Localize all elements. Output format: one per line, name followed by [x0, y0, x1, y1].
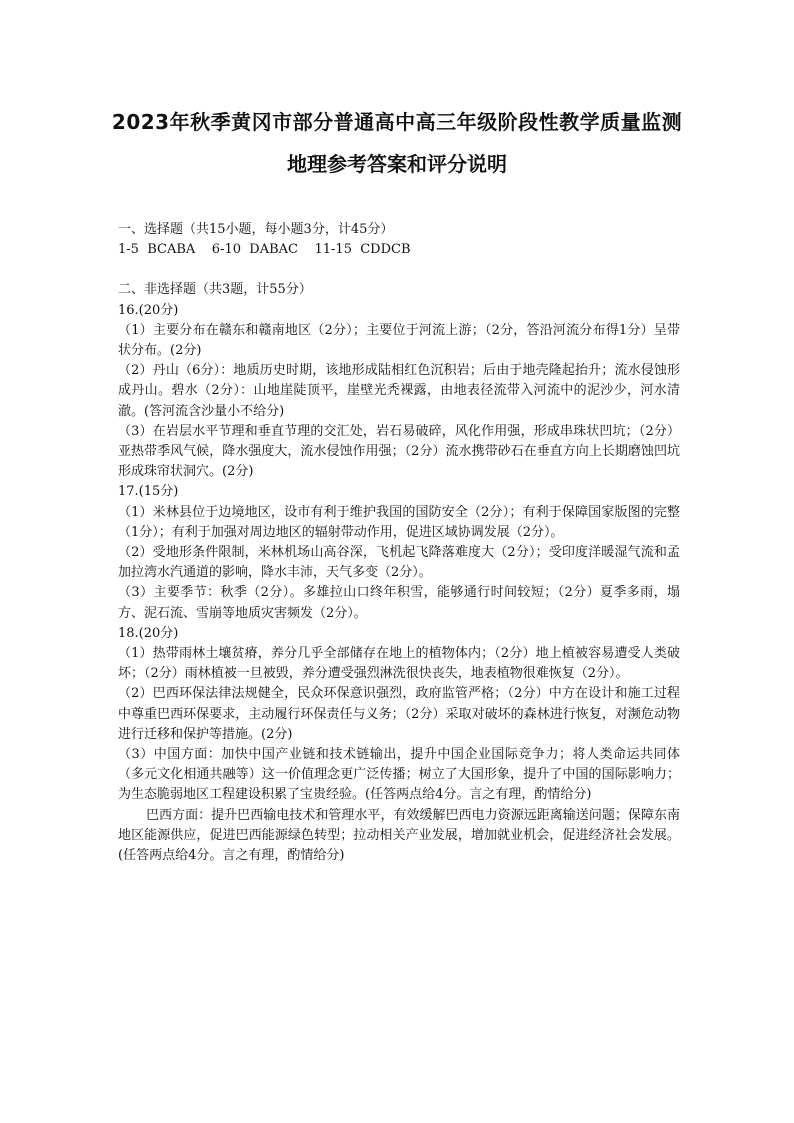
q17-part2: （2）受地形条件限制，米林机场山高谷深，飞机起飞降落难度大（2分）；受印度洋暖湿气流和孟加拉湾水汽通道的影响，降水丰沛，天气多变（2分）。: [118, 545, 680, 581]
section2-heading: 二、非选择题（共3题，计55分）: [118, 282, 312, 298]
q16-label: 16.(20分): [118, 302, 179, 318]
q18-part1: （1）热带雨林土壤贫瘠，养分几乎全部储存在地上的植物体内；（2分）地上植被容易遭受人类破坏；（2分）雨林植被一旦被毁，养分遭受强烈淋洗很快丧失，地表植物很难恢复（2分）。: [118, 646, 680, 682]
document-subtitle: 地理参考答案和评分说明: [287, 152, 507, 176]
section1-heading: 一、选择题（共15小题，每小题3分，计45分）: [118, 222, 394, 237]
q17-label: 17.(15分): [118, 484, 179, 500]
q18-label: 18.(20分): [118, 625, 179, 641]
multiple-choice-answers: 1-5 BCABA 6-10 DABAC 11-15 CDDCB: [118, 242, 411, 258]
q17-part3: （3）主要季节：秋季（2分）。多雄拉山口终年积雪，能够通行时间较短；（2分）夏季多雨，塌方、泥石流、雪崩等地质灾害频发（2分）。: [118, 585, 680, 621]
q18-part3-brazil: 巴西方面：提升巴西输电技术和管理水平，有效缓解巴西电力资源远距离输送问题；保障东南地区能源供应，促进巴西能源绿色转型；拉动相关产业发展，增加就业机会，促进经济社会发展。(任答两点给4分。言之有理，酌情给分): [118, 807, 680, 864]
spacer: [118, 260, 680, 280]
q17-part1: （1）米林县位于边境地区，设市有利于维护我国的国防安全（2分）；有利于保障国家版图的完整（1分）；有利于加强对周边地区的辐射带动作用，促进区域协调发展（2分）。: [118, 504, 680, 540]
q18-part2: （2）巴西环保法律法规健全，民众环保意识强烈，政府监管严格；（2分）中方在设计和施工过程中尊重巴西环保要求，主动履行环保责任与义务；（2分）采取对破坏的森林进行恢复，对濒危动物进行迁移和保护等措施。(2分): [118, 686, 680, 742]
q16-part2: （2）丹山（6分）：地质历史时期，该地形成陆相红色沉积岩；后由于地壳隆起抬升；流水侵蚀形成丹山。碧水（2分）：山地崖陡顶平，崖壁光秃裸露，由地表径流带入河流中的泥沙少，河水清澈。(答河流含沙量小不给分): [118, 363, 680, 419]
q18-part3: （3）中国方面：加快中国产业链和技术链输出，提升中国企业国际竞争力；将人类命运共同体（多元文化相通共融等）这一价值理念更广泛传播；树立了大国形象，提升了中国的国际影响力；为生态脆弱地区工程建设积累了宝贵经验。(任答两点给4分。言之有理，酌情给分): [118, 747, 680, 803]
document-title: 2023年秋季黄冈市部分普通高中高三年级阶段性教学质量监测: [111, 110, 683, 134]
q16-part3: （3）在岩层水平节理和垂直节理的交汇处，岩石易破碎，风化作用强，形成串珠状凹坑；（2分）亚热带季风气候，降水强度大，流水侵蚀作用强；（2分）流水携带砂石在垂直方向上长期磨蚀凹坑形成珠帘状洞穴。(2分): [118, 423, 680, 480]
answer-content: [118, 220, 680, 866]
q16-part1: （1）主要分布在赣东和赣南地区（2分）；主要位于河流上游；（2分，答沿河流分布得1分）呈带状分布。(2分): [118, 322, 680, 359]
